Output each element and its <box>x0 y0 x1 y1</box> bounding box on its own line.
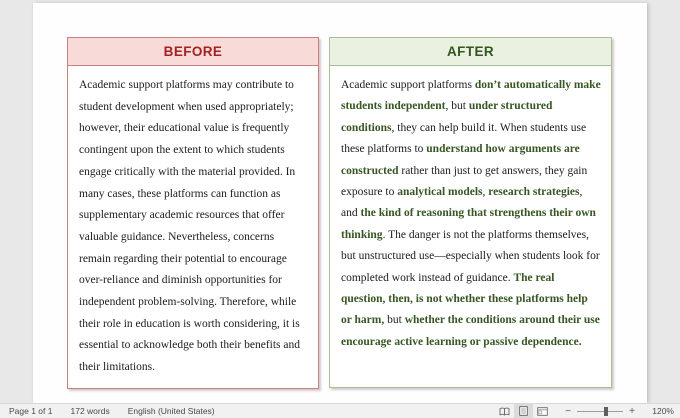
zoom-slider-rail <box>577 411 623 412</box>
print-layout-icon <box>519 406 528 416</box>
zoom-slider[interactable] <box>577 407 623 416</box>
status-bar-left <box>0 404 224 418</box>
status-bar-right <box>495 404 680 418</box>
zoom-in-button[interactable]: + <box>629 405 635 417</box>
status-bar <box>0 403 680 418</box>
before-header: BEFORE <box>68 38 318 66</box>
web-layout-icon <box>537 407 548 416</box>
zoom-controls <box>562 405 674 418</box>
after-paragraph[interactable]: Academic support platforms don’t automatically make students independent, but under structured conditions, they can help build it. When students use these platforms to understand how arguments are constructed rather than just to get answers, they gain exposure to analytical models, research strategies, and the kind of reasoning that strengthens their own thinking. The danger is not the platforms themselves, but unstructured use—especially when students look for completed work instead of guidance. The real question, then, is not whether these platforms help or harm, but whether the conditions around their use encourage active learning or passive dependence. <box>341 79 601 348</box>
document-page[interactable] <box>33 3 647 403</box>
read-mode-button[interactable] <box>495 404 514 418</box>
zoom-slider-thumb[interactable] <box>604 407 608 416</box>
before-text-box[interactable] <box>67 37 319 389</box>
zoom-out-button[interactable]: − <box>565 405 571 417</box>
page-indicator[interactable]: Page 1 of 1 <box>9 406 53 416</box>
zoom-level[interactable]: 120% <box>652 406 674 416</box>
read-mode-icon <box>499 407 510 416</box>
word-count[interactable]: 172 words <box>70 406 110 416</box>
web-layout-button[interactable] <box>533 404 552 418</box>
print-layout-button[interactable] <box>514 404 533 418</box>
after-header: AFTER <box>330 38 611 66</box>
language-indicator[interactable]: English (United States) <box>127 406 215 416</box>
after-text-box[interactable] <box>329 37 612 388</box>
before-paragraph[interactable]: Academic support platforms may contribute to student development when used appropriately; however, their educational value is frequently contingent upon the extent to which students engage critically with the material provided. In many cases, these platforms can function as supplementary academic resources that offer valuable guidance. Nevertheless, concerns remain regarding their potential to encourage over-reliance and diminish opportunities for independent problem-solving. Therefore, while their role in education is worth considering, it is essential to acknowledge both their benefits and their limitations. <box>79 79 300 374</box>
